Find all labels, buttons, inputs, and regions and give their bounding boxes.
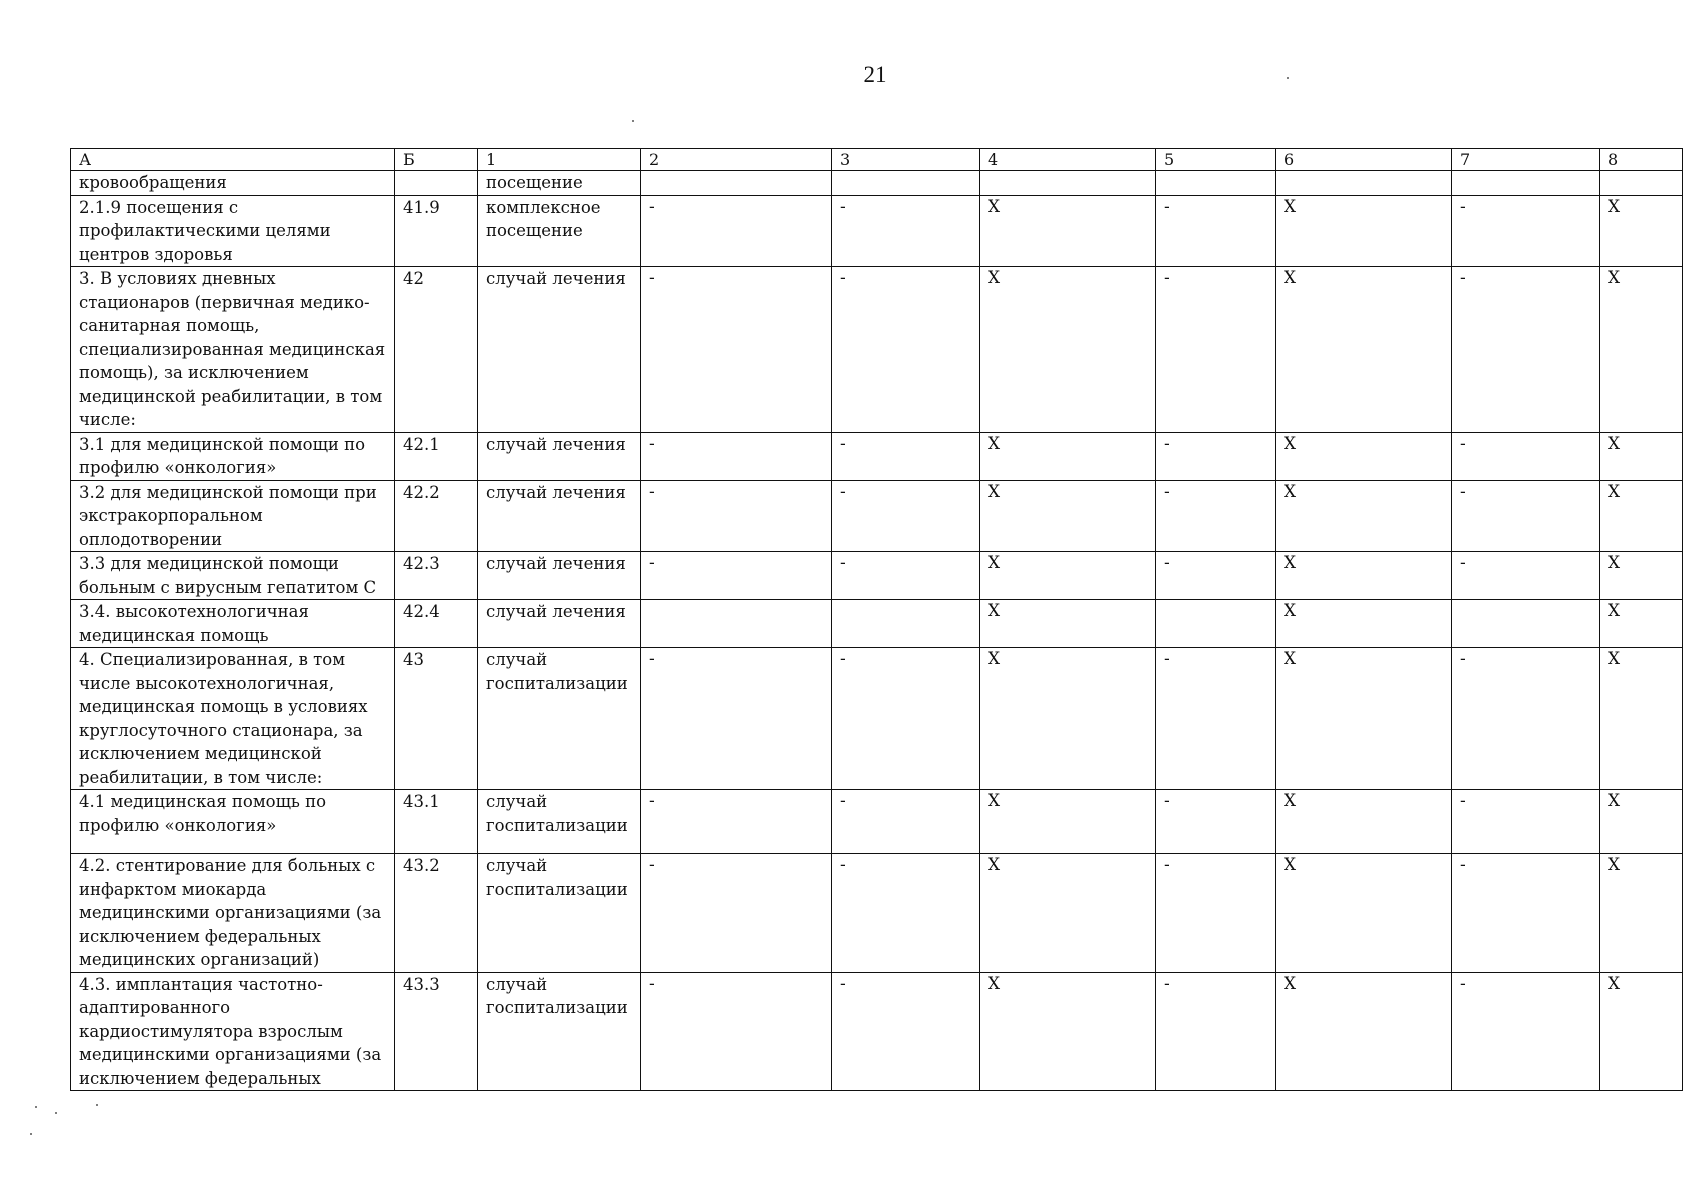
- row-unit-cell: случай госпитализации: [478, 648, 641, 790]
- scan-speck: [30, 1133, 32, 1135]
- value-cell-c5: -: [1156, 195, 1276, 267]
- value-cell-c5: -: [1156, 480, 1276, 552]
- value-cell-c2: -: [641, 790, 832, 854]
- value-cell-c7: -: [1452, 972, 1600, 1091]
- page-number: 21: [863, 62, 887, 87]
- value-cell-c3: [832, 600, 980, 648]
- table-row: [71, 600, 1683, 648]
- table-row: [71, 432, 1683, 480]
- table-row: [71, 480, 1683, 552]
- value-cell-c4: Х: [980, 432, 1156, 480]
- value-cell-c6: Х: [1276, 600, 1452, 648]
- row-unit-cell: случай лечения: [478, 432, 641, 480]
- value-cell-c7: -: [1452, 195, 1600, 267]
- value-cell-c3: -: [832, 432, 980, 480]
- column-header: 7: [1452, 149, 1600, 171]
- row-name-cell: 4.1 медицинская помощь по профилю «онкология»: [71, 790, 395, 854]
- value-cell-c7: -: [1452, 552, 1600, 600]
- value-cell-c5: -: [1156, 790, 1276, 854]
- column-header: 8: [1600, 149, 1683, 171]
- table-row: [71, 854, 1683, 973]
- value-cell-c6: Х: [1276, 195, 1452, 267]
- row-code-cell: 43.3: [395, 972, 478, 1091]
- value-cell-c4: Х: [980, 480, 1156, 552]
- value-cell-c7: -: [1452, 648, 1600, 790]
- value-cell-c3: -: [832, 972, 980, 1091]
- row-name-cell: кровообращения: [71, 171, 395, 196]
- value-cell-c5: -: [1156, 267, 1276, 433]
- row-code-cell: 42.1: [395, 432, 478, 480]
- value-cell-c8: Х: [1600, 267, 1683, 433]
- value-cell-c4: Х: [980, 854, 1156, 973]
- value-cell-c3: -: [832, 267, 980, 433]
- value-cell-c2: -: [641, 972, 832, 1091]
- value-cell-c3: -: [832, 195, 980, 267]
- value-cell-c2: [641, 171, 832, 196]
- value-cell-c8: Х: [1600, 552, 1683, 600]
- value-cell-c7: [1452, 171, 1600, 196]
- column-header: 6: [1276, 149, 1452, 171]
- scan-speck: [1287, 77, 1289, 79]
- row-name-cell: 3. В условиях дневных стационаров (первичная медико-санитарная помощь, специализированная медицинская помощь), за исключением медицинской реабилитации, в том числе:: [71, 267, 395, 433]
- value-cell-c6: Х: [1276, 480, 1452, 552]
- row-code-cell: 42.2: [395, 480, 478, 552]
- row-name-cell: 4.2. стентирование для больных с инфарктом миокарда медицинскими организациями (за исключением федеральных медицинских организаций): [71, 854, 395, 973]
- value-cell-c4: Х: [980, 267, 1156, 433]
- value-cell-c3: -: [832, 790, 980, 854]
- value-cell-c7: -: [1452, 267, 1600, 433]
- value-cell-c8: Х: [1600, 600, 1683, 648]
- table-row: [71, 267, 1683, 433]
- row-name-cell: 4.3. имплантация частотно-адаптированного кардиостимулятора взрослым медицинскими организациями (за исключением федеральных: [71, 972, 395, 1091]
- row-unit-cell: случай госпитализации: [478, 790, 641, 854]
- value-cell-c6: Х: [1276, 648, 1452, 790]
- value-cell-c8: Х: [1600, 195, 1683, 267]
- value-cell-c7: [1452, 600, 1600, 648]
- value-cell-c5: -: [1156, 854, 1276, 973]
- value-cell-c8: Х: [1600, 972, 1683, 1091]
- value-cell-c2: -: [641, 195, 832, 267]
- row-code-cell: 42: [395, 267, 478, 433]
- row-code-cell: 43.2: [395, 854, 478, 973]
- table-row: [71, 790, 1683, 854]
- table-row: [71, 552, 1683, 600]
- row-unit-cell: случай лечения: [478, 552, 641, 600]
- value-cell-c5: -: [1156, 552, 1276, 600]
- value-cell-c6: [1276, 171, 1452, 196]
- value-cell-c5: -: [1156, 972, 1276, 1091]
- value-cell-c8: Х: [1600, 648, 1683, 790]
- table-row: [71, 195, 1683, 267]
- value-cell-c2: [641, 600, 832, 648]
- value-cell-c2: -: [641, 552, 832, 600]
- value-cell-c6: Х: [1276, 267, 1452, 433]
- value-cell-c2: -: [641, 267, 832, 433]
- value-cell-c8: Х: [1600, 480, 1683, 552]
- row-code-cell: 41.9: [395, 195, 478, 267]
- value-cell-c6: Х: [1276, 854, 1452, 973]
- table-row: [71, 171, 1683, 196]
- value-cell-c5: [1156, 600, 1276, 648]
- row-name-cell: 2.1.9 посещения с профилактическими целями центров здоровья: [71, 195, 395, 267]
- row-code-cell: 43.1: [395, 790, 478, 854]
- value-cell-c3: -: [832, 648, 980, 790]
- row-name-cell: 3.2 для медицинской помощи при экстракорпоральном оплодотворении: [71, 480, 395, 552]
- value-cell-c4: Х: [980, 600, 1156, 648]
- scan-speck: [55, 1112, 57, 1114]
- row-name-cell: 3.4. высокотехнологичная медицинская помощь: [71, 600, 395, 648]
- row-unit-cell: посещение: [478, 171, 641, 196]
- row-code-cell: 42.3: [395, 552, 478, 600]
- row-code-cell: [395, 171, 478, 196]
- row-unit-cell: случай лечения: [478, 600, 641, 648]
- column-header: А: [71, 149, 395, 171]
- row-unit-cell: комплексное посещение: [478, 195, 641, 267]
- row-name-cell: 3.1 для медицинской помощи по профилю «онкология»: [71, 432, 395, 480]
- value-cell-c3: [832, 171, 980, 196]
- table-row: [71, 972, 1683, 1091]
- row-name-cell: 4. Специализированная, в том числе высокотехнологичная, медицинская помощь в условиях круглосуточного стационара, за исключением медицинской реабилитации, в том числе:: [71, 648, 395, 790]
- column-header: 3: [832, 149, 980, 171]
- row-code-cell: 42.4: [395, 600, 478, 648]
- data-table: [70, 148, 1683, 1091]
- value-cell-c2: -: [641, 648, 832, 790]
- value-cell-c8: [1600, 171, 1683, 196]
- value-cell-c8: Х: [1600, 432, 1683, 480]
- value-cell-c2: -: [641, 480, 832, 552]
- value-cell-c7: -: [1452, 480, 1600, 552]
- value-cell-c4: [980, 171, 1156, 196]
- column-header: 2: [641, 149, 832, 171]
- column-header-row: [71, 149, 1683, 171]
- row-unit-cell: случай госпитализации: [478, 972, 641, 1091]
- value-cell-c4: Х: [980, 972, 1156, 1091]
- value-cell-c5: [1156, 171, 1276, 196]
- scan-speck: [35, 1106, 37, 1108]
- value-cell-c2: -: [641, 432, 832, 480]
- column-header: 1: [478, 149, 641, 171]
- value-cell-c5: -: [1156, 648, 1276, 790]
- scan-speck: [632, 120, 634, 122]
- value-cell-c3: -: [832, 552, 980, 600]
- value-cell-c4: Х: [980, 195, 1156, 267]
- value-cell-c7: -: [1452, 432, 1600, 480]
- value-cell-c2: -: [641, 854, 832, 973]
- row-code-cell: 43: [395, 648, 478, 790]
- value-cell-c4: Х: [980, 790, 1156, 854]
- value-cell-c8: Х: [1600, 854, 1683, 973]
- row-unit-cell: случай госпитализации: [478, 854, 641, 973]
- value-cell-c8: Х: [1600, 790, 1683, 854]
- row-unit-cell: случай лечения: [478, 267, 641, 433]
- row-name-cell: 3.3 для медицинской помощи больным с вирусным гепатитом С: [71, 552, 395, 600]
- value-cell-c5: -: [1156, 432, 1276, 480]
- scan-speck: [96, 1104, 98, 1106]
- value-cell-c4: Х: [980, 552, 1156, 600]
- value-cell-c6: Х: [1276, 972, 1452, 1091]
- value-cell-c6: Х: [1276, 790, 1452, 854]
- value-cell-c6: Х: [1276, 552, 1452, 600]
- column-header: Б: [395, 149, 478, 171]
- table-row: [71, 648, 1683, 790]
- value-cell-c6: Х: [1276, 432, 1452, 480]
- value-cell-c4: Х: [980, 648, 1156, 790]
- row-unit-cell: случай лечения: [478, 480, 641, 552]
- value-cell-c3: -: [832, 854, 980, 973]
- value-cell-c3: -: [832, 480, 980, 552]
- column-header: 5: [1156, 149, 1276, 171]
- value-cell-c7: -: [1452, 854, 1600, 973]
- column-header: 4: [980, 149, 1156, 171]
- value-cell-c7: -: [1452, 790, 1600, 854]
